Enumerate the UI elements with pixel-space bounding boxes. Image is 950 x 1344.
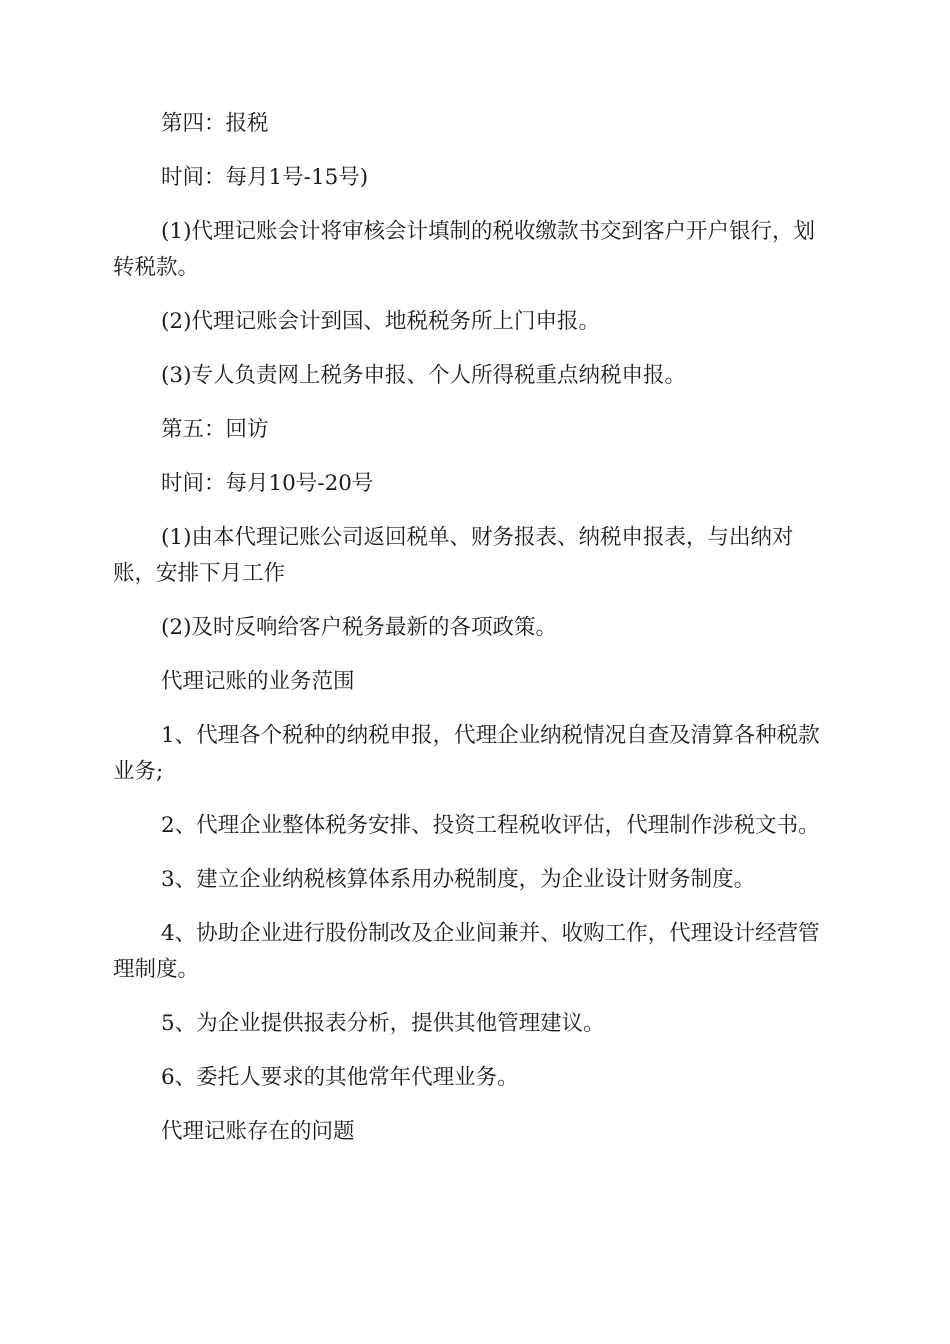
section-heading-business-scope: 代理记账的业务范围 <box>161 669 355 694</box>
business-scope-item-5: 5、为企业提供报表分析，提供其他管理建议。 <box>161 1011 605 1036</box>
follow-up-step-1: (1)由本代理记账公司返回税单、财务报表、纳税申报表，与出纳对账，安排下月工作 <box>113 525 794 586</box>
follow-up-step-2: (2)及时反响给客户税务最新的各项政策。 <box>161 615 557 640</box>
section-heading-problems: 代理记账存在的问题 <box>161 1119 355 1144</box>
tax-filing-step-1: (1)代理记账会计将审核会计填制的税收缴款书交到客户开户银行，划转税款。 <box>113 219 815 280</box>
document-body <box>113 106 825 1168</box>
business-scope-item-4: 4、协助企业进行股份制改及企业间兼并、收购工作，代理设计经营管理制度。 <box>113 921 820 982</box>
business-scope-item-6: 6、委托人要求的其他常年代理业务。 <box>161 1065 519 1090</box>
tax-filing-step-2: (2)代理记账会计到国、地税税务所上门申报。 <box>161 309 600 334</box>
business-scope-item-1: 1、代理各个税种的纳税申报，代理企业纳税情况自查及清算各种税款业务; <box>113 723 820 784</box>
tax-filing-step-3: (3)专人负责网上税务申报、个人所得税重点纳税申报。 <box>161 363 686 388</box>
section-heading-tax-filing: 第四：报税 <box>161 111 269 136</box>
follow-up-time: 时间：每月10号-20号 <box>161 471 374 496</box>
section-heading-follow-up: 第五：回访 <box>161 417 269 442</box>
business-scope-item-2: 2、代理企业整体税务安排、投资工程税收评估，代理制作涉税文书。 <box>161 813 820 838</box>
business-scope-item-3: 3、建立企业纳税核算体系用办税制度，为企业设计财务制度。 <box>161 867 756 892</box>
tax-filing-time: 时间：每月1号-15号) <box>161 165 369 190</box>
